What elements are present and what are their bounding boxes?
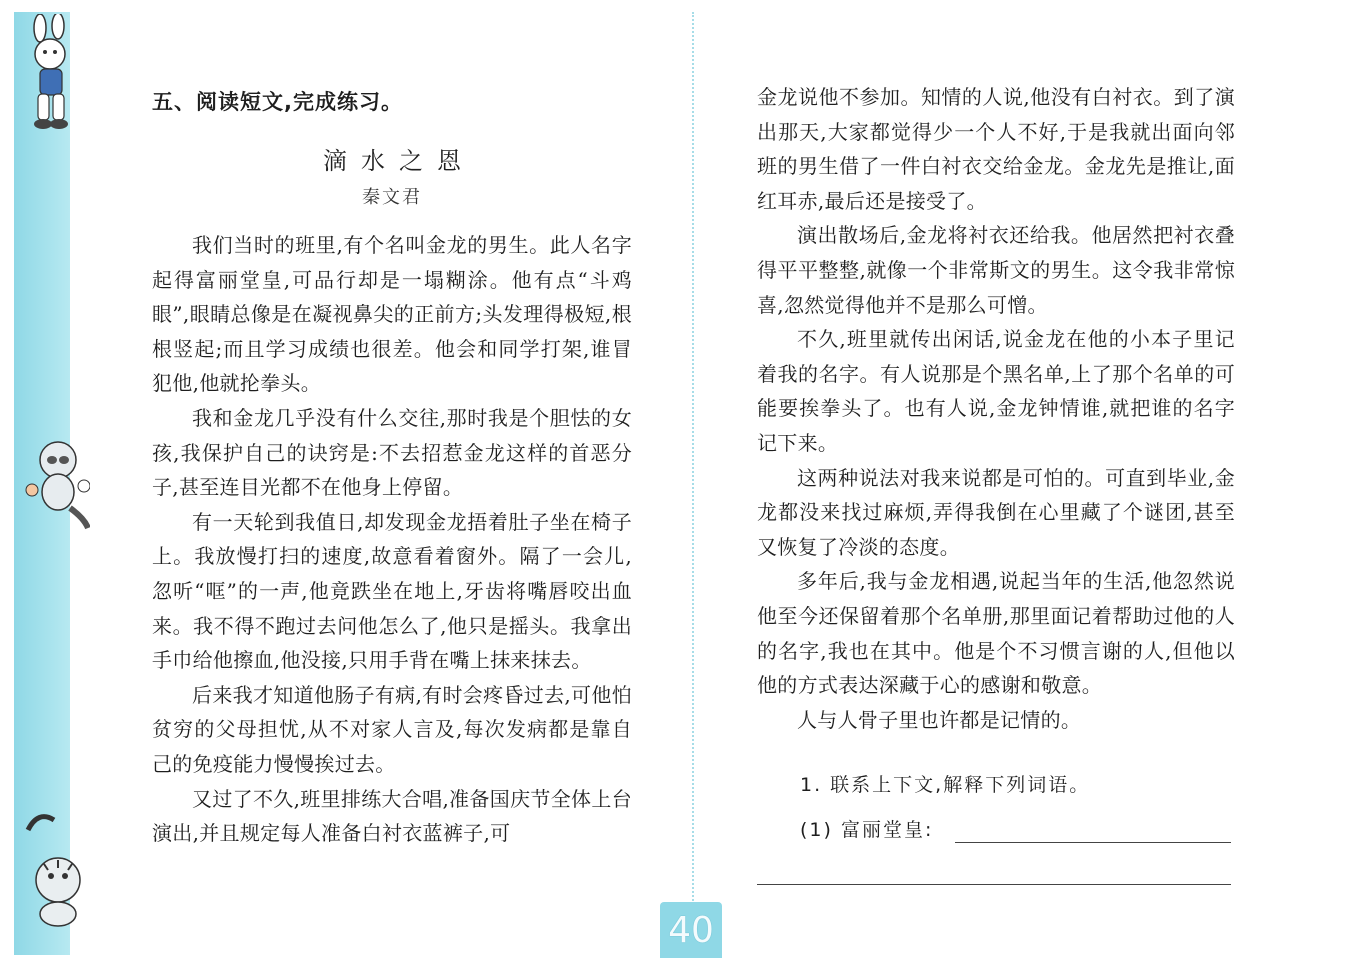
story-paragraph: 人与人骨子里也许都是记情的。: [797, 707, 1082, 732]
story-paragraph: 多年后,我与金龙相遇,说起当年的生活,他忽然说他至今还保留着那个名单册,那里面记着帮助过他的人的名字,我也在其中。他是个不习惯言谢的人,但他以他的方式表达深藏于心的感谢和敬意。: [757, 569, 1235, 698]
story-paragraph-continuation: 金龙说他不参加。知情的人说,他没有白衬衣。到了演出那天,大家都觉得少一个人不好,于是我就出面向邻班的男生借了一件白衬衣交给金龙。金龙先是推让,面红耳赤,最后还是接受了。: [757, 85, 1235, 213]
story-author: 秦文君: [362, 187, 422, 208]
story-paragraph: 这两种说法对我来说都是可怕的。可直到毕业,金龙都没来找过麻烦,弄得我倒在心里藏了个谜团,甚至又恢复了冷淡的态度。: [757, 465, 1235, 559]
section-title: 五、阅读短文,完成练习。: [152, 90, 403, 114]
answer-line[interactable]: [757, 884, 1231, 885]
answer-line[interactable]: [955, 842, 1231, 843]
story-paragraph: 不久,班里就传出闲话,说金龙在他的小本子里记着我的名字。有人说那是个黑名单,上了那个名单的可能要挨拳头了。也有人说,金龙钟情谁,就把谁的名字记下来。: [757, 327, 1235, 455]
rabbit-cartoon-icon: [20, 14, 82, 134]
story-paragraph: 我们当时的班里,有个名叫金龙的男生。此人名字起得富丽堂皇,可品行却是一塌糊涂。他有点“斗鸡眼”,眼睛总像是在凝视鼻尖的正前方;头发理得极短,根根竖起;而且学习成绩也很差。他会和同学打架,谁冒犯他,他就抡拳头。: [152, 233, 632, 396]
exercise-item-1: (1) 富丽堂皇:: [800, 819, 934, 841]
story-paragraph: 有一天轮到我值日,却发现金龙捂着肚子坐在椅子上。我放慢打扫的速度,故意看着窗外。隔了一会儿,忽听“哐”的一声,他竟跌坐在地上,牙齿将嘴唇咬出血来。我不得不跑过去问他怎么了,他只是摇头。我拿出手巾给他擦血,他没接,只用手背在嘴上抹来抹去。: [152, 509, 632, 673]
story-paragraph: 我和金龙几乎没有什么交往,那时我是个胆怯的女孩,我保护自己的诀窍是:不去招惹金龙这样的首恶分子,甚至连目光都不在他身上停留。: [152, 405, 632, 500]
page-number: 40: [660, 902, 722, 958]
exercise-question-1: 1. 联系上下文,解释下列词语。: [800, 774, 1091, 796]
page-gutter: [692, 12, 698, 912]
story-paragraph: 后来我才知道他肠子有病,有时会疼昏过去,可他怕贫穷的父母担忧,从不对家人言及,每次发病都是靠自己的免疫能力慢慢挨过去。: [152, 682, 632, 776]
left-story-text: [152, 228, 632, 851]
story-title: 滴水之恩: [323, 147, 475, 175]
tiger-cartoon-icon: [18, 810, 90, 930]
right-story-text: [757, 80, 1235, 737]
story-paragraph: 演出散场后,金龙将衬衣还给我。他居然把衬衣叠得平平整整,就像一个非常斯文的男生。这令我非常惊喜,忽然觉得他并不是那么可憎。: [757, 223, 1235, 317]
story-paragraph: 又过了不久,班里排练大合唱,准备国庆节全体上台演出,并且规定每人准备白衬衣蓝裤子,可: [152, 786, 632, 846]
raccoon-cartoon-icon: [18, 430, 90, 530]
